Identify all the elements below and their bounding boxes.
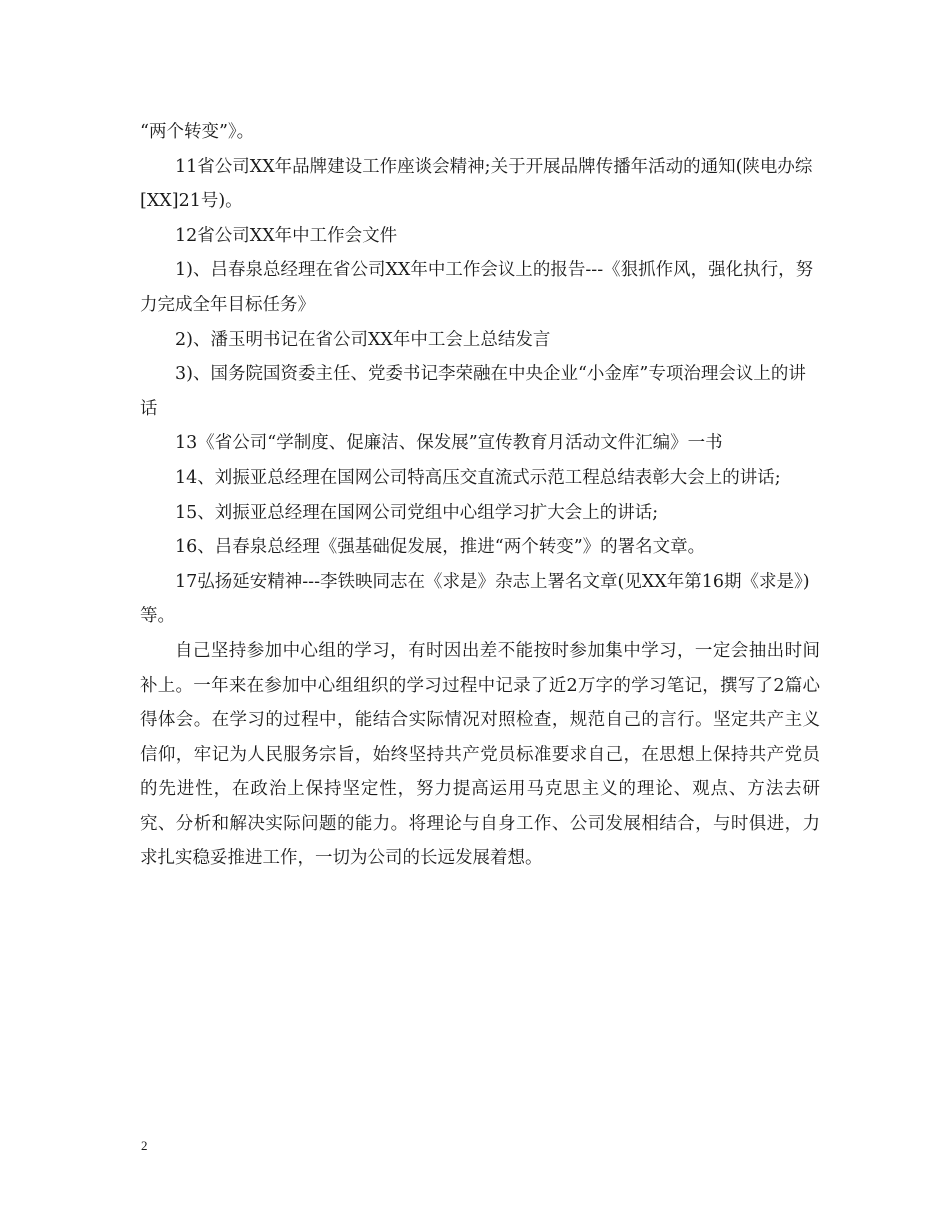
list-item-11: 11省公司XX年品牌建设工作座谈会精神;关于开展品牌传播年活动的通知(陕电办综[XX]21号)。 — [140, 156, 813, 212]
page-number: 2 — [141, 1138, 148, 1153]
list-item-16: 16、吕春泉总经理《强基础促发展，推进“两个转变”》的署名文章。 — [175, 537, 706, 558]
list-item-13: 13《省公司“学制度、促廉洁、保发展”宣传教育月活动文件汇编》一书 — [175, 433, 723, 454]
list-item-12: 12省公司XX年中工作会文件 — [175, 225, 398, 246]
sub-item-1: 1)、吕春泉总经理在省公司XX年中工作会议上的报告---《狠抓作风，强化执行，努力完成全年目标任务》 — [140, 260, 814, 315]
sub-item-3: 3)、国务院国资委主任、党委书记李荣融在中央企业“小金库”专项治理会议上的讲话 — [140, 364, 806, 419]
document-body — [140, 115, 820, 876]
sub-item-2: 2)、潘玉明书记在省公司XX年中工会上总结发言 — [175, 329, 551, 350]
list-item-14: 14、刘振亚总经理在国网公司特高压交直流式示范工程总结表彰大会上的讲话; — [175, 467, 781, 488]
summary-paragraph: 自己坚持参加中心组的学习，有时因出差不能按时参加集中学习，一定会抽出时间补上。一年来在参加中心组组织的学习过程中记录了近2万字的学习笔记，撰写了2篇心得体会。在学习的过程中，能结合实际情况对照检查，规范自己的言行。坚定共产主义信仰，牢记为人民服务宗旨，始终坚持共产党员标准要求自己，在思想上保持共产党员的先进性，在政治上保持坚定性，努力提高运用马克思主义的理论、观点、方法去研究、分析和解决实际问题的能力。将理论与自身工作、公司发展相结合，与时俱进，力求扎实稳妥推进工作，一切为公司的长远发展着想。 — [140, 640, 820, 869]
list-item-15: 15、刘振亚总经理在国网公司党组中心组学习扩大会上的讲话; — [175, 502, 659, 523]
paragraph-continuation: “两个转变”》。 — [140, 122, 255, 142]
list-item-17: 17弘扬延安精神---李铁映同志在《求是》杂志上署名文章(见XX年第16期《求是》)等。 — [140, 571, 810, 627]
